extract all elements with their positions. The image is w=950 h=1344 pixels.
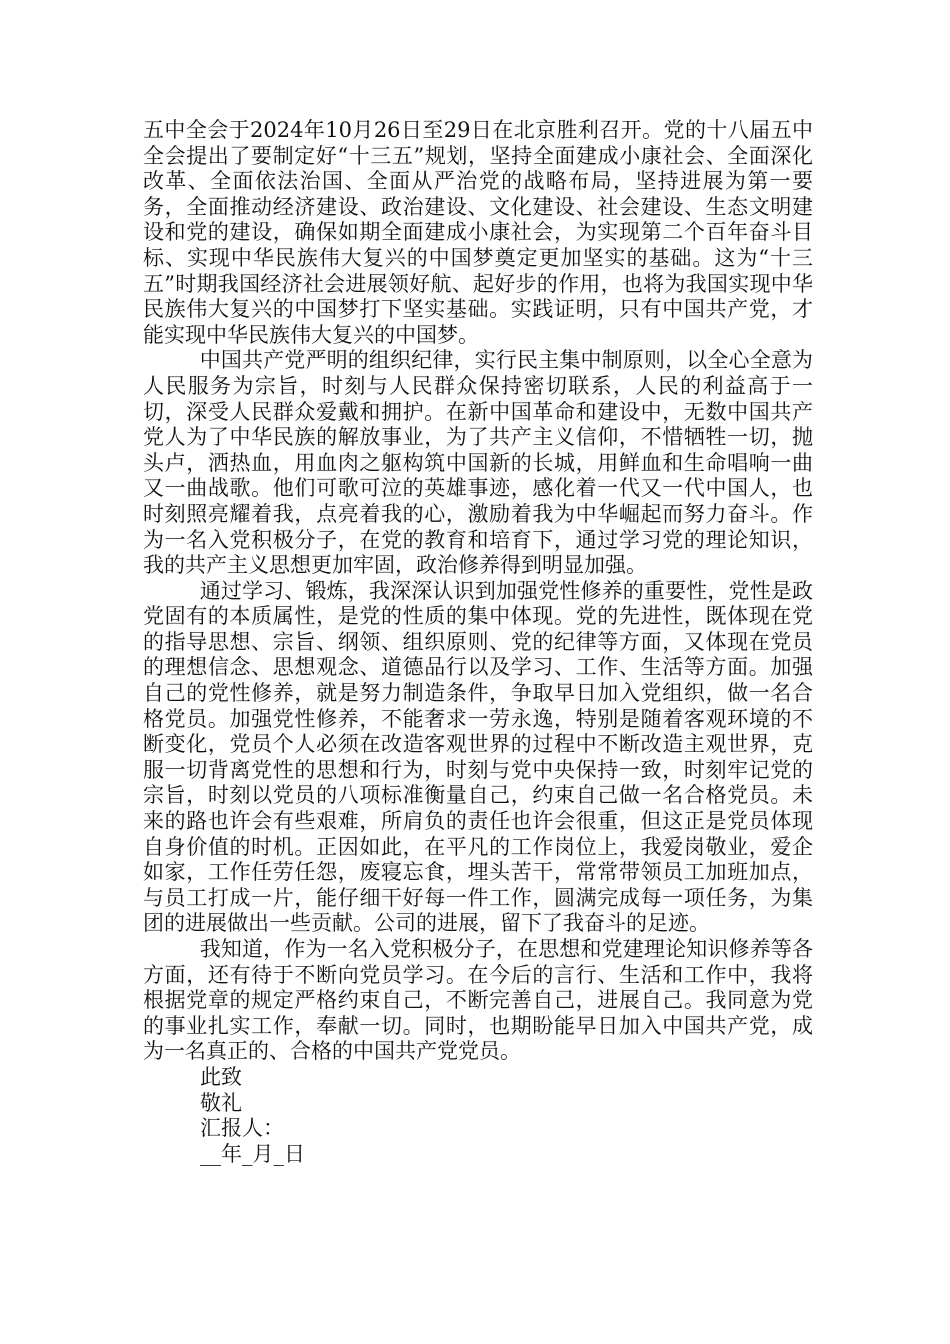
paragraph-2: 中国共产党严明的组织纪律，实行民主集中制原则，以全心全意为人民服务为宗旨，时刻与人民群众保持密切联系，人民的利益高于一切，深受人民群众爱戴和拥护。在新中国革命和建设中，无数中国共产党人为了中华民族的解放事业，为了共产主义信仰，不惜牺牲一切，抛头卢，洒热血，用血肉之躯构筑中国新的长城，用鲜血和生命唱响一曲又一曲战歌。他们可歌可泣的英雄事迹，感化着一代又一代中国人，也时刻照亮耀着我，点亮着我的心，激励着我为中华崛起而努力奋斗。作为一名入党积极分子，在党的教育和培育下，通过学习党的理论知识，我的共产主义思想更加牢固，政治修养得到明显加强。 — [143, 348, 813, 578]
closing-salutation: 此致 — [200, 1064, 242, 1089]
paragraph-1: 五中全会于2024年10月26日至29日在北京胜利召开。党的十八届五中全会提出了要制定好“十三五”规划，坚持全面建成小康社会、全面深化改革、全面依法治国、全面从严治党的战略布局，坚持进展为第一要务，全面推动经济建设、政治建设、文化建设、社会建设、生态文明建设和党的建设，确保如期全面建成小康社会，为实现第二个百年奋斗目标、实现中华民族伟大复兴的中国梦奠定更加坚实的基础。这为“十三五”时期我国经济社会进展领好航、起好步的作用，也将为我国实现中华民族伟大复兴的中国梦打下坚实基础。实践证明，只有中国共产党，才能实现中华民族伟大复兴的中国梦。 — [143, 118, 813, 347]
date-line: __年_月_日 — [200, 1141, 305, 1166]
reporter-label: 汇报人： — [200, 1116, 284, 1141]
paragraph-3: 通过学习、锻炼，我深深认识到加强党性修养的重要性，党性是政党固有的本质属性，是党的性质的集中体现。党的先进性，既体现在党的指导思想、宗旨、纲领、组织原则、党的纪律等方面，又体现在党员的理想信念、思想观念、道德品行以及学习、工作、生活等方面。加强自己的党性修养，就是努力制造条件，争取早日加入党组织，做一名合格党员。加强党性修养，不能奢求一劳永逸，特别是随着客观环境的不断变化，党员个人必须在改造客观世界的过程中不断改造主观世界，克服一切背离党性的思想和行为，时刻与党中央保持一致，时刻牢记党的宗旨，时刻以党员的八项标准衡量自己，约束自己做一名合格党员。未来的路也许会有些艰难，所肩负的责任也许会很重，但这正是党员体现自身价值的时机。正因如此，在平凡的工作岗位上，我爱岗敬业，爱企如家，工作任劳任怨，废寝忘食，埋头苦干，常常带领员工加班加点，与员工打成一片，能仔细干好每一件工作，圆满完成每一项任务，为集团的进展做出一些贡献。公司的进展，留下了我奋斗的足迹。 — [143, 578, 813, 936]
document-page — [143, 118, 813, 1167]
paragraph-4: 我知道，作为一名入党积极分子，在思想和党建理论知识修养等各方面，还有待于不断向党员学习。在今后的言行、生活和工作中，我将根据党章的规定严格约束自己，不断完善自己，进展自己。我同意为党的事业扎实工作，奉献一切。同时，也期盼能早日加入中国共产党，成为一名真正的、合格的中国共产党党员。 — [143, 937, 813, 1064]
closing-regards: 敬礼 — [200, 1090, 242, 1115]
